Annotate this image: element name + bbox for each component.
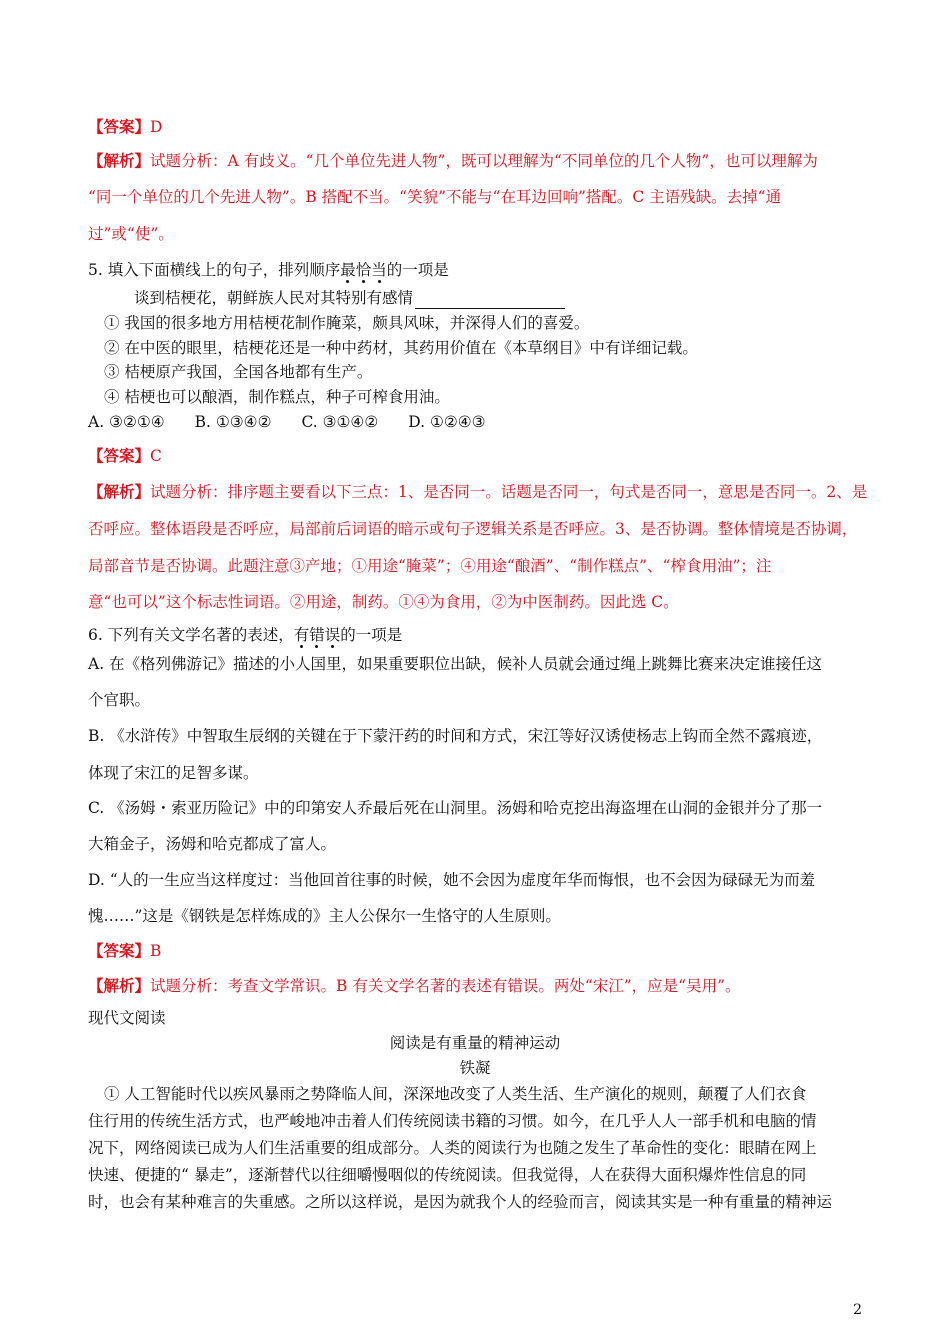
answer-line-4 [88, 116, 162, 138]
question-5-sentence [134, 287, 565, 309]
answer-line-6 [88, 940, 161, 962]
answer-value: B [150, 942, 162, 960]
emphasis-char: 有 [293, 626, 310, 644]
answer-tag: 【答案】 [88, 117, 151, 136]
emphasis-char: 错 [309, 626, 325, 644]
analysis-tag: 【解析】 [88, 151, 151, 170]
q6-option-c-line-2: 大箱金子，汤姆和哈克都成了富人。 [88, 835, 337, 853]
q5-prefix: 5. 填入下面横线上的句子，排列顺序 [88, 261, 341, 279]
analysis-5-line-4: 意“也可以”这个标志性词语。②用途，制药。①④为食用，②为中医制药。因此选 C。 [88, 593, 679, 611]
option-b: B. ①③④② [194, 413, 272, 431]
answer-value: C [150, 447, 162, 465]
q6-option-b-line-2: 体现了宋江的足智多谋。 [88, 764, 259, 782]
analysis-tag: 【解析】 [88, 976, 151, 995]
article-author: 铁凝 [459, 1059, 491, 1077]
q5-item-1: ① 我国的很多地方用桔梗花制作腌菜，颇具风味，并深得人们的喜爱。 [104, 314, 590, 332]
q5-item-3: ③ 桔梗原产我国，全国各地都有生产。 [104, 363, 373, 381]
option-c: C. ③①④② [301, 413, 379, 431]
question-6-stem [88, 624, 402, 646]
answer-value: D [150, 118, 163, 136]
answer-line-5 [88, 445, 162, 467]
option-d: D. ①②④③ [408, 413, 486, 431]
section-heading: 现代文阅读 [88, 1009, 166, 1027]
emphasis-char: 当 [371, 261, 387, 279]
article-line-4: 快速、便捷的“ 暴走”，逐渐替代以往细嚼慢咽似的传统阅读。但我觉得，人在获得大面积爆炸性信息的同 [88, 1166, 807, 1184]
analysis-5-line-2: 否呼应。整体语段是否呼应，局部前后词语的暗示或句子逻辑关系是否呼应。3、是否协调。整体情境是否协调， [88, 520, 858, 538]
q6-option-c-line-1: C. 《汤姆・索亚历险记》中的印第安人乔最后死在山洞里。汤姆和哈克挖出海盗埋在山洞的金银并分了那一 [88, 799, 823, 817]
q5-item-2: ② 在中医的眼里，桔梗花还是一种中药材，其药用价值在《本草纲目》中有详细记载。 [104, 339, 698, 357]
analysis-5-line-1 [88, 481, 867, 503]
answer-tag: 【答案】 [88, 446, 151, 465]
emphasis-char: 最 [340, 261, 356, 279]
analysis-5-line-3: 局部音节是否协调。此题注意③产地；①用途“腌菜”；④用途“酿酒”、“制作糕点”、“榨食用油”；注 [88, 557, 772, 575]
article-line-3: 况下，网络阅读已成为人们生活重要的组成部分。人类的阅读行为也随之发生了革命性的变化：眼睛在网上 [88, 1139, 817, 1157]
analysis-4-line-1 [88, 150, 818, 172]
analysis-text: 试题分析：排序题主要看以下三点：1、是否同一。话题是否同一，句式是否同一，意思是否同一。2、是 [150, 483, 868, 501]
answer-tag: 【答案】 [88, 941, 151, 960]
option-a: A. ③②①④ [88, 413, 165, 431]
q5-item-4: ④ 桔梗也可以酿酒，制作糕点，种子可榨食用油。 [104, 388, 450, 406]
q5-suffix: 的一项是 [386, 261, 449, 279]
article-title: 阅读是有重量的精神运动 [389, 1034, 561, 1052]
question-5-stem [88, 259, 449, 281]
analysis-text: 试题分析：A 有歧义。“几个单位先进人物”，既可以理解为“不同单位的几个人物”，也可以理解为 [150, 152, 818, 170]
q6-option-d-line-1: D. “人的一生应当这样度过：当他回首往事的时候，她不会因为虚度年华而悔恨，也不会因为碌碌无为而羞 [88, 871, 816, 889]
page-number: 2 [853, 1302, 862, 1318]
analysis-text: 试题分析：考查文学常识。B 有关文学名著的表述有错误。两处“宋江”，应是“吴用”。 [150, 977, 741, 995]
q6-option-d-line-2: 愧……”这是《钢铁是怎样炼成的》主人公保尔一生恪守的人生原则。 [88, 907, 561, 925]
article-line-2: 住行用的传统生活方式，也严峻地冲击着人们传统阅读书籍的习惯。如今，在几乎人人一部手机和电脑的情 [88, 1112, 817, 1130]
article-line-1: ① 人工智能时代以疾风暴雨之势降临人间，深深地改变了人类生活、生产演化的规则，颠覆了人们衣食 [104, 1085, 807, 1103]
fill-blank-line [415, 292, 565, 309]
q5-stem-text: 谈到桔梗花，朝鲜族人民对其特别有感情 [134, 289, 414, 307]
q5-options [88, 411, 516, 433]
q6-prefix: 6. 下列有关文学名著的表述， [88, 626, 294, 644]
q6-option-a-line-2: 个官职。 [88, 691, 151, 709]
q6-option-b-line-1: B. 《水浒传》中智取生辰纲的关键在于下蒙汗药的时间和方式，宋江等好汉诱使杨志上钩而全然不露痕迹， [88, 727, 823, 745]
analysis-4-line-2: “同一个单位的几个先进人物”。B 搭配不当。“笑貌”不能与“在耳边回响”搭配。C 主语残缺。去掉“通 [88, 188, 782, 206]
analysis-tag: 【解析】 [88, 482, 151, 501]
q6-option-a-line-1: A. 在《格列佛游记》描述的小人国里，如果重要职位出缺，候补人员就会通过绳上跳舞比赛来决定谁接任这 [88, 655, 823, 673]
emphasis-char: 恰 [355, 261, 372, 279]
analysis-4-line-3: 过”或“使”。 [88, 225, 174, 243]
q6-suffix: 的一项是 [340, 626, 403, 644]
analysis-6-line-1 [88, 975, 741, 997]
article-line-5: 时，也会有某种难言的失重感。之所以这样说，是因为就我个人的经验而言，阅读其实是一种有重量的精神运 [88, 1193, 833, 1211]
emphasis-char: 误 [324, 626, 341, 644]
